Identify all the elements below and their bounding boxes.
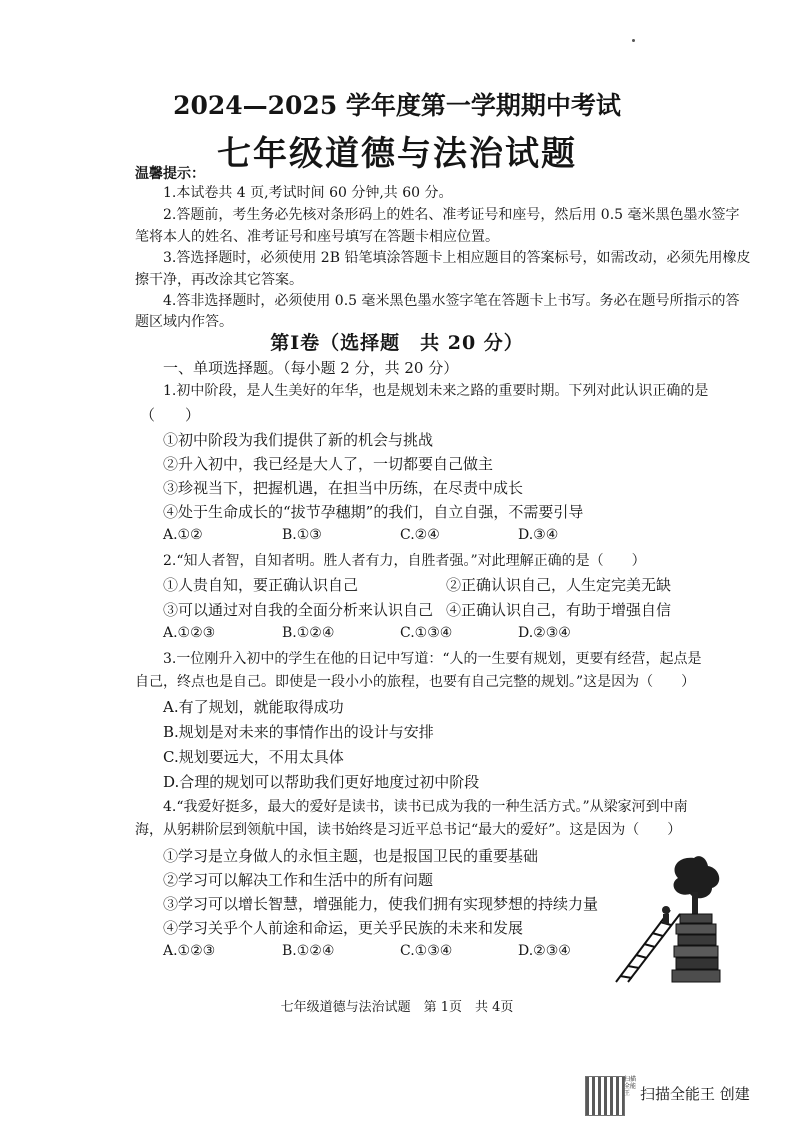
notice-line: 擦干净，再改涂其它答案。: [135, 272, 303, 288]
q4-choice-d: D.②③④: [518, 943, 571, 959]
qr-label: 扫描全能王: [624, 1076, 637, 1097]
q2-item: ③可以通过对自我的全面分析来认识自己: [163, 601, 434, 619]
scan-speck: [632, 39, 635, 42]
q2-stem: 2.“知人者智，自知者明。胜人者有力，自胜者强。”对此理解正确的是（ ）: [163, 553, 646, 569]
book-icon: [674, 946, 718, 957]
q1-stem-line2: （ ）: [140, 406, 201, 424]
q4-item: ①学习是立身做人的永恒主题，也是报国卫民的重要基础: [163, 847, 539, 865]
q1-choice-a: A.①②: [163, 527, 203, 543]
q1-item: ④处于生命成长的“拔节孕穗期”的我们，自立自强，不需要引导: [163, 503, 584, 521]
q1-item: ②升入初中，我已经是大人了，一切都要自己做主: [163, 455, 494, 473]
q3-stem-line2: 自己，终点也是自己。即使是一段小小的旅程，也要有自己完整的规划。”这是因为（ ）: [135, 674, 696, 690]
exam-title-line1: 2024—2025 学年度第一学期期中考试: [173, 91, 621, 120]
exam-title-line2: 七年级道德与法治试题: [217, 134, 577, 174]
q4-choice-c: C.①③④: [400, 943, 453, 959]
q2-item: ④正确认识自己，有助于增强自信: [446, 601, 672, 619]
q3-stem-line1: 3.一位刚升入初中的学生在他的日记中写道：“人的一生要有规划，更要有经营，起点是: [163, 651, 702, 667]
q4-stem-line1: 4.“我爱好挺多，最大的爱好是读书，读书已成为我的一种生活方式。”从梁家河到中南: [163, 799, 688, 815]
notice-line: 4.答非选择题时，必须使用 0.5 毫米黑色墨水签字笔在答题卡上书写。务必在题号所指示的答: [163, 293, 740, 309]
book-icon: [672, 970, 720, 982]
q1-choice-c: C.②④: [400, 527, 440, 543]
section-title: 第Ⅰ卷（选择题 共 20 分）: [270, 332, 524, 354]
notice-line: 2.答题前，考生务必先核对条形码上的姓名、准考证号和座号，然后用 0.5 毫米黑色墨水签字: [163, 207, 740, 223]
tree-canopy-icon: [674, 856, 720, 898]
q3-choice-d: D.合理的规划可以帮助我们更好地度过初中阶段: [163, 773, 480, 791]
q2-item: ①人贵自知，要正确认识自己: [163, 576, 359, 594]
q4-item: ②学习可以解决工作和生活中的所有问题: [163, 871, 434, 889]
q2-choice-c: C.①③④: [400, 625, 453, 641]
notice-line: 题区域内作答。: [135, 314, 233, 330]
q1-item: ①初中阶段为我们提供了新的机会与挑战: [163, 431, 434, 449]
notice-line: 笔将本人的姓名、准考证号和座号填写在答题卡相应位置。: [135, 229, 499, 245]
book-icon: [676, 924, 716, 934]
person-icon: [662, 906, 670, 914]
q4-choice-b: B.①②④: [282, 943, 335, 959]
scanner-watermark: 扫描全能王 创建: [640, 1085, 750, 1103]
q1-choice-b: B.①③: [282, 527, 322, 543]
q4-item: ④学习关乎个人前途和命运，更关乎民族的未来和发展: [163, 919, 524, 937]
q1-choice-d: D.③④: [518, 527, 559, 543]
page-footer: 七年级道德与法治试题 第 1页 共 4页: [280, 1000, 514, 1015]
q4-choice-a: A.①②③: [163, 943, 216, 959]
q2-choice-d: D.②③④: [518, 625, 571, 641]
tree-trunk-icon: [692, 892, 698, 916]
q3-choice-a: A.有了规划，就能取得成功: [163, 698, 344, 716]
q1-stem-line1: 1.初中阶段，是人生美好的年华，也是规划未来之路的重要时期。下列对此认识正确的是: [163, 383, 709, 399]
q3-choice-b: B.规划是对未来的事情作出的设计与安排: [163, 723, 434, 741]
ladder-icon: [616, 910, 680, 982]
notice-line: 1.本试卷共 4 页,考试时间 60 分钟,共 60 分。: [163, 185, 453, 201]
q2-item: ②正确认识自己，人生定完美无缺: [446, 576, 672, 594]
notice-line: 3.答选择题时，必须使用 2B 铅笔填涂答题卡上相应题目的答案标号，如需改动，必须先用橡皮: [163, 250, 751, 266]
notice-heading: 温馨提示：: [135, 166, 205, 182]
q2-choice-a: A.①②③: [163, 625, 216, 641]
part-heading: 一、单项选择题。（每小题 2 分，共 20 分）: [163, 359, 459, 377]
book-icon: [680, 914, 712, 923]
q2-choice-b: B.①②④: [282, 625, 335, 641]
book-icon: [676, 958, 718, 969]
books-ladder-illustration: [606, 848, 738, 984]
q1-item: ③珍视当下，把握机遇，在担当中历练，在尽责中成长: [163, 479, 524, 497]
q3-choice-c: C.规划要远大，不用太具体: [163, 748, 344, 766]
q4-stem-line2: 海，从躬耕阶层到领航中国，读书始终是习近平总书记“最大的爱好”。这是因为（ ）: [135, 822, 682, 838]
qr-code-icon: [585, 1076, 625, 1116]
book-icon: [678, 935, 716, 945]
q4-item: ③学习可以增长智慧，增强能力，使我们拥有实现梦想的持续力量: [163, 895, 599, 913]
